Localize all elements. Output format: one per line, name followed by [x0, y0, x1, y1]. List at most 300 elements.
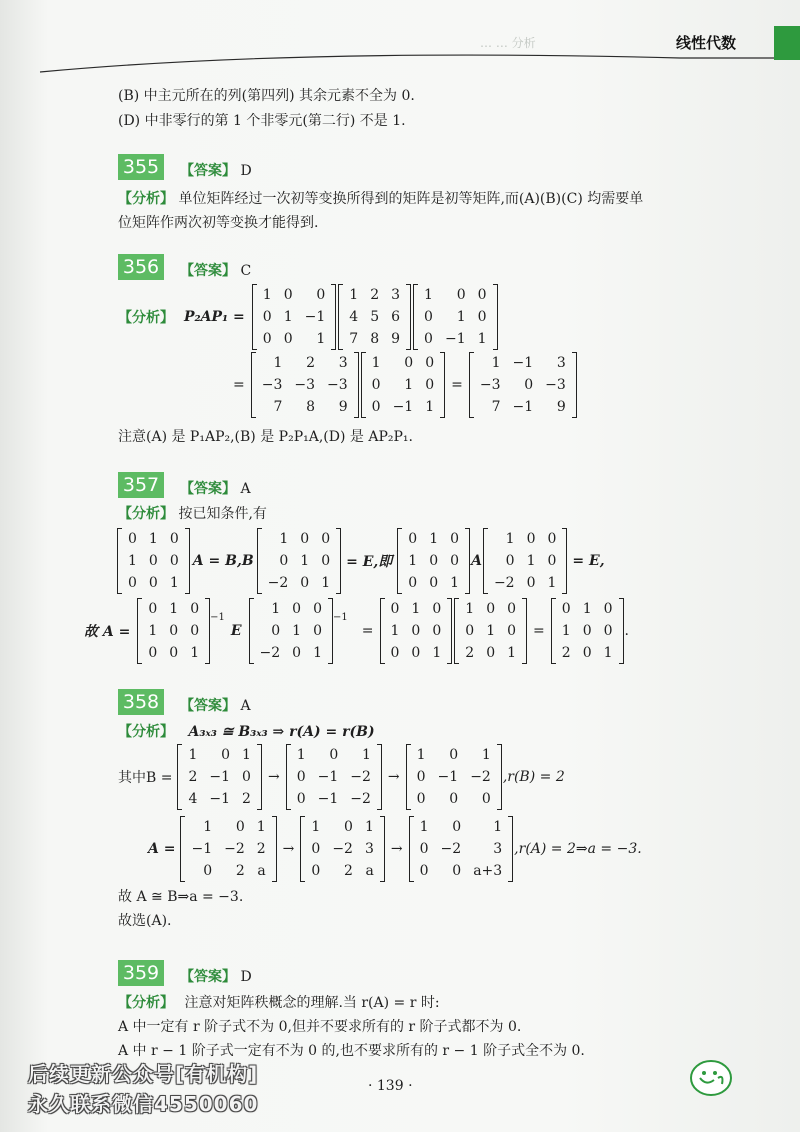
alhs: A = — [148, 841, 176, 857]
matrix-row — [402, 550, 465, 572]
matrix-row — [411, 788, 497, 810]
matrix-cell: 2 — [370, 287, 380, 303]
matrix-cell: 1 — [419, 819, 429, 835]
matrix-cell: 1 — [390, 623, 400, 639]
matrix-cell: 0 — [203, 863, 213, 879]
matrix-cell: 0 — [507, 601, 517, 617]
matrix-cell: 0 — [262, 331, 272, 347]
matrix-row — [185, 816, 271, 838]
matrix-cell: 0 — [371, 377, 381, 393]
matrix-grid — [418, 284, 492, 350]
header-ghost-text: … … 分析 — [480, 36, 536, 50]
matrix-row — [257, 284, 331, 306]
matrix-row — [414, 838, 509, 860]
matrix-grid — [262, 528, 336, 594]
period: . — [624, 623, 629, 639]
matrix-cell: 0 — [547, 553, 557, 569]
matrix-cell: 1 — [603, 645, 613, 661]
answer-label: 【答案】 — [180, 263, 236, 279]
matrix-cell: 0 — [561, 601, 571, 617]
matrix-row — [185, 860, 271, 882]
equals-sign: = — [451, 377, 463, 393]
matrix-cell: 0 — [313, 601, 323, 617]
lhs: P₂AP₁ = — [184, 309, 245, 325]
matrix-row — [385, 598, 448, 620]
matrix-cell: 7 — [349, 331, 359, 347]
arrow: → — [267, 769, 280, 785]
answer-355 — [180, 160, 252, 180]
matrix-cell: 1 — [321, 575, 331, 591]
matrix-cell: 1 — [262, 287, 272, 303]
matrix-row — [142, 620, 205, 642]
eq1c: A — [471, 553, 482, 569]
answer-value: A — [240, 698, 251, 714]
matrix-cell: 0 — [390, 645, 400, 661]
inverse-sup: −1 — [210, 611, 225, 623]
matrix-cell: 3 — [391, 287, 401, 303]
matrix-row — [305, 860, 379, 882]
equals-sign: = — [233, 377, 245, 393]
matrix-row — [402, 572, 465, 594]
matrix-cell: 0 — [582, 623, 592, 639]
matrix-cell: 1 — [507, 645, 517, 661]
matrix-cell: 0 — [300, 575, 310, 591]
eq1a: A = B,B — [192, 553, 254, 569]
matrix-cell: 1 — [283, 309, 293, 325]
matrix-cell: 0 — [313, 623, 323, 639]
matrix-row — [182, 766, 256, 788]
rank-b: ,r(B) = 2 — [502, 769, 565, 785]
matrix-cell: 0 — [477, 309, 487, 325]
matrix-row — [256, 352, 354, 374]
matrix-cell: 7 — [273, 399, 283, 415]
matrix-row — [254, 598, 328, 620]
matrix-cell: 7 — [491, 399, 501, 415]
matrix-a3 — [409, 816, 514, 882]
matrix-cell: 0 — [169, 623, 179, 639]
matrix-cell: 1 — [271, 601, 281, 617]
inverse-sup: −1 — [333, 611, 348, 623]
analysis-label: 【分析】 — [118, 995, 174, 1011]
matrix-cell: 0 — [452, 819, 462, 835]
matrix-cell: −3 — [545, 377, 566, 393]
matrix-cell: 0 — [148, 601, 158, 617]
conclusion-358-1: 故 A ≅ B⇒a = −3. — [118, 889, 244, 905]
matrix-cell: 0 — [450, 553, 460, 569]
matrix-row — [414, 816, 509, 838]
analysis-358 — [118, 721, 375, 741]
matrix-cell: 1 — [361, 747, 371, 763]
matrix-row — [385, 620, 448, 642]
matrix-cell: a — [365, 863, 374, 879]
matrix-add — [257, 528, 341, 594]
matrix-row — [256, 396, 354, 418]
matrix-cell: 0 — [450, 531, 460, 547]
matrix-p2 — [252, 284, 336, 350]
matrix-cell: 4 — [349, 309, 359, 325]
matrix-grid — [343, 284, 406, 350]
matrix-grid — [122, 528, 185, 594]
matrix-row — [459, 642, 522, 664]
equation-357-row-2 — [84, 598, 629, 664]
matrix-cell: 1 — [493, 819, 503, 835]
matrix-grid — [402, 528, 465, 594]
matrix-b1 — [177, 744, 261, 810]
matrix-cell: 2 — [344, 863, 353, 879]
matrix-a-result — [551, 598, 624, 664]
matrix-cell: 0 — [477, 287, 487, 303]
matrix-a — [338, 284, 411, 350]
matrix-cell: −1 — [317, 769, 339, 785]
so: 故 A = — [84, 624, 131, 640]
matrix-cell: 1 — [411, 601, 421, 617]
matrix-cell: −1 — [304, 309, 326, 325]
matrix-cell: 3 — [556, 355, 566, 371]
rank-a: ,r(A) = 2⇒a = −3. — [514, 841, 642, 857]
where: 其中B = — [118, 770, 173, 786]
matrix-cell: 0 — [419, 841, 429, 857]
matrix-row — [256, 374, 354, 396]
matrix-cell: 1 — [424, 287, 433, 303]
equals-sign: = — [533, 623, 545, 639]
eq1d: = E, — [572, 553, 605, 569]
matrix-row — [474, 352, 572, 374]
matrix-cell: 0 — [452, 863, 462, 879]
analysis-357 — [118, 503, 267, 523]
matrix-grid — [182, 744, 256, 810]
matrix-cell: 0 — [419, 863, 429, 879]
matrix-cell: 0 — [416, 769, 426, 785]
matrix-grid — [305, 816, 379, 882]
matrix-row — [556, 620, 619, 642]
matrix-row — [343, 284, 406, 306]
matrix-cell: 1 — [416, 747, 426, 763]
intro-line-1: (B) 中主元所在的列(第四列) 其余元素不全为 0. — [118, 88, 415, 104]
matrix-cell: 0 — [408, 575, 418, 591]
equation-358-row-1 — [118, 744, 565, 810]
equation-356-row-2 — [228, 352, 578, 418]
matrix-a2 — [300, 816, 384, 882]
matrix-cell: 2 — [235, 863, 245, 879]
matrix-cell: 1 — [404, 377, 414, 393]
matrix-cell: 0 — [221, 747, 231, 763]
matrix-cell: −2 — [440, 841, 462, 857]
matrix-p1 — [413, 284, 497, 350]
matrix-cell: 0 — [190, 601, 200, 617]
answer-357 — [180, 478, 251, 498]
matrix-cell: 3 — [338, 355, 348, 371]
matrix-cell: 1 — [456, 309, 466, 325]
answer-358 — [180, 695, 251, 715]
answer-value: A — [240, 481, 251, 497]
answer-356 — [180, 260, 251, 280]
matrix-cell: −3 — [327, 377, 348, 393]
answer-value: C — [240, 263, 252, 279]
matrix-cell: 0 — [329, 747, 339, 763]
matrix-row — [122, 528, 185, 550]
matrix-cell: 0 — [128, 575, 137, 591]
matrix-cell: 1 — [364, 819, 374, 835]
mascot-logo-icon — [688, 1058, 734, 1098]
matrix-cell: 0 — [169, 553, 179, 569]
matrix-cell: −2 — [332, 841, 353, 857]
matrix-cell: 1 — [148, 531, 158, 547]
matrix-cell: 1 — [169, 575, 179, 591]
matrix-cell: 1 — [526, 553, 536, 569]
matrix-cell: 0 — [296, 791, 306, 807]
matrix-grid — [414, 816, 509, 882]
matrix-row — [343, 328, 406, 350]
matrix-cell: −2 — [350, 791, 371, 807]
matrix-cell: 0 — [408, 531, 418, 547]
matrix-row — [182, 744, 256, 766]
matrix-row — [122, 572, 185, 594]
analysis-label: 【分析】 — [118, 506, 174, 522]
matrix-row — [366, 396, 440, 418]
matrix-row — [254, 620, 328, 642]
arrow: → — [387, 769, 400, 785]
matrix-cell: 0 — [344, 819, 353, 835]
matrix-cell: −3 — [479, 377, 501, 393]
matrix-grid — [291, 744, 377, 810]
analysis-359-line-2: A 中一定有 r 阶子式不为 0,但并不要求所有的 r 阶子式都不为 0. — [118, 1019, 522, 1035]
matrix-row — [257, 328, 331, 350]
matrix-cell: 0 — [148, 575, 158, 591]
matrix-cell: 1 — [190, 645, 200, 661]
matrix-cell: 0 — [524, 377, 534, 393]
matrix-cell: −3 — [294, 377, 316, 393]
matrix-cell: 0 — [128, 531, 137, 547]
matrix-row — [556, 598, 619, 620]
matrix-row — [142, 642, 205, 664]
matrix-cell: 8 — [370, 331, 380, 347]
matrix-cell: 0 — [486, 645, 496, 661]
matrix-cell: 2 — [465, 645, 475, 661]
matrix-cell: 2 — [188, 769, 198, 785]
answer-label: 【答案】 — [180, 163, 236, 179]
matrix-cell: 1 — [300, 553, 310, 569]
matrix-cell: 0 — [296, 769, 306, 785]
analysis-359-line-1 — [118, 992, 440, 1012]
matrix-cell: −1 — [191, 841, 213, 857]
matrix-grid — [556, 598, 619, 664]
matrix-cell: 0 — [432, 601, 442, 617]
matrix-row — [262, 528, 336, 550]
matrix-row — [257, 306, 331, 328]
matrix-row — [305, 816, 379, 838]
intro-line-2: (D) 中非零行的第 1 个非零元(第二行) 不是 1. — [118, 113, 406, 129]
matrix-cell: −2 — [470, 769, 491, 785]
analysis-355-line-2: 位矩阵作两次初等变换才能得到. — [118, 215, 319, 231]
matrix-cell: 1 — [292, 623, 302, 639]
matrix-cell: 0 — [507, 623, 517, 639]
matrix-cell: 1 — [425, 399, 435, 415]
matrix-row — [488, 550, 562, 572]
matrix-cell: 1 — [408, 553, 418, 569]
matrix-cell: 0 — [404, 355, 414, 371]
matrix-cell: 0 — [411, 645, 421, 661]
matrix-cell: 0 — [456, 287, 466, 303]
matrix-cell: 1 — [169, 601, 179, 617]
matrix-row — [556, 642, 619, 664]
matrix-cell: 1 — [582, 601, 592, 617]
matrix-grid — [488, 528, 562, 594]
matrix-cell: −1 — [209, 769, 231, 785]
question-number-356: 356 — [118, 254, 164, 280]
matrix-cell: 9 — [391, 331, 401, 347]
analysis-355-line-1 — [118, 188, 643, 208]
matrix-row — [262, 550, 336, 572]
matrix-cell: 0 — [390, 601, 400, 617]
matrix-grid — [185, 816, 271, 882]
matrix-cell: 2 — [242, 791, 251, 807]
answer-label: 【答案】 — [180, 969, 236, 985]
identity-e: E — [230, 623, 242, 639]
matrix-cell: 4 — [188, 791, 198, 807]
matrix-cell: 1 — [273, 355, 283, 371]
arrow: → — [390, 841, 403, 857]
matrix-cell: 3 — [364, 841, 374, 857]
matrix-cell: 0 — [169, 531, 179, 547]
matrix-cell: 0 — [432, 623, 442, 639]
matrix-cell: 2 — [256, 841, 266, 857]
matrix-cell: −1 — [317, 791, 339, 807]
matrix-row — [366, 352, 440, 374]
matrix-cell: 1 — [311, 819, 321, 835]
matrix-grid — [474, 352, 572, 418]
answer-label: 【答案】 — [180, 698, 236, 714]
header-title: 线性代数 — [676, 34, 737, 52]
matrix-cell: 0 — [262, 309, 272, 325]
note-356: 注意(A) 是 P₁AP₂,(B) 是 P₂P₁A,(D) 是 AP₂P₁. — [118, 429, 413, 445]
question-number-359: 359 — [118, 960, 164, 986]
matrix-cell: 1 — [296, 747, 306, 763]
matrix-swap-2 — [397, 528, 470, 594]
matrix-add-inv — [249, 598, 333, 664]
matrix-row — [488, 572, 562, 594]
matrix-cell: 0 — [465, 623, 475, 639]
matrix-grid — [142, 598, 205, 664]
matrix-cell: 1 — [188, 747, 198, 763]
matrix-row — [182, 788, 256, 810]
matrix-cell: 0 — [292, 601, 302, 617]
equation-356-row-1 — [118, 284, 499, 350]
matrix-add-2 — [483, 528, 567, 594]
matrix-cell: 0 — [321, 553, 331, 569]
watermark-line-2: 永久联系微信4550060 — [28, 1092, 259, 1116]
matrix-cell: 1 — [148, 623, 158, 639]
matrix-cell: 3 — [493, 841, 503, 857]
matrix-cell: −2 — [350, 769, 371, 785]
matrix-cell: 8 — [306, 399, 316, 415]
matrix-cell: 9 — [338, 399, 348, 415]
matrix-cell: 1 — [349, 287, 359, 303]
matrix-cell: 0 — [316, 287, 326, 303]
matrix-b2 — [286, 744, 382, 810]
matrix-cell: 0 — [190, 623, 200, 639]
matrix-cell: −1 — [444, 331, 466, 347]
matrix-row — [402, 528, 465, 550]
matrix-cell: 2 — [561, 645, 571, 661]
matrix-grid — [254, 598, 328, 664]
matrix-cell: 0 — [242, 769, 251, 785]
header-tab-marker — [774, 26, 800, 60]
analysis-text: 注意对矩阵秩概念的理解.当 r(A) = r 时: — [184, 995, 440, 1011]
matrix-cell: 0 — [424, 331, 433, 347]
matrix-cell: 0 — [411, 623, 421, 639]
matrix-row — [414, 860, 509, 882]
matrix-cell: 0 — [425, 355, 435, 371]
answer-value: D — [240, 163, 252, 179]
matrix-cell: 1 — [256, 819, 266, 835]
analysis-label: 【分析】 — [118, 310, 174, 326]
matrix-cell: 0 — [311, 841, 321, 857]
matrix-cell: 0 — [424, 309, 433, 325]
matrix-cell: 1 — [547, 575, 557, 591]
matrix-cell: 0 — [148, 645, 158, 661]
matrix-cell: 0 — [526, 531, 536, 547]
matrix-cell: −2 — [493, 575, 515, 591]
matrix-cell: −2 — [224, 841, 245, 857]
analysis-text: 单位矩阵经过一次初等变换所得到的矩阵是初等矩阵,而(A)(B)(C) 均需要单 — [178, 191, 644, 207]
matrix-cell: 1 — [491, 355, 501, 371]
matrix-cell: 1 — [561, 623, 571, 639]
analysis-label: 【分析】 — [118, 724, 174, 740]
matrix-cell: 1 — [432, 645, 442, 661]
equals-sign: = — [361, 623, 374, 639]
matrix-cell: −3 — [261, 377, 283, 393]
matrix-cell: 5 — [370, 309, 380, 325]
matrix-cell: 0 — [271, 623, 281, 639]
equation-357-row-1 — [116, 528, 605, 594]
eq1b: = E,即 — [346, 554, 393, 570]
matrix-cell: 1 — [429, 531, 439, 547]
matrix-cell: 0 — [321, 531, 331, 547]
matrix-add-pos — [454, 598, 527, 664]
matrix-row — [418, 328, 492, 350]
matrix-p2a — [251, 352, 359, 418]
watermark-line-1: 后续更新公众号[有机构] — [28, 1062, 259, 1086]
matrix-row — [459, 598, 522, 620]
matrix-cell: 6 — [391, 309, 401, 325]
matrix-row — [474, 396, 572, 418]
matrix-cell: −2 — [267, 575, 289, 591]
matrix-cell: 1 — [316, 331, 326, 347]
matrix-cell: −1 — [209, 791, 231, 807]
matrix-cell: −1 — [512, 399, 534, 415]
matrix-cell: 1 — [279, 531, 289, 547]
matrix-a1 — [180, 816, 276, 882]
matrix-cell: 1 — [203, 819, 213, 835]
matrix-cell: 1 — [128, 553, 137, 569]
matrix-row — [291, 766, 377, 788]
matrix-grid — [257, 284, 331, 350]
arrow: → — [282, 841, 295, 857]
page-number: · 139 · — [368, 1078, 413, 1094]
matrix-row — [411, 766, 497, 788]
answer-359 — [180, 966, 252, 986]
matrix-cell: 0 — [505, 553, 515, 569]
matrix-row — [385, 642, 448, 664]
matrix-cell: 0 — [169, 645, 179, 661]
matrix-row — [291, 788, 377, 810]
matrix-cell: 0 — [449, 747, 459, 763]
matrix-row — [411, 744, 497, 766]
matrix-grid — [366, 352, 440, 418]
matrix-cell: 0 — [582, 645, 592, 661]
answer-value: D — [240, 969, 252, 985]
matrix-grid — [256, 352, 354, 418]
